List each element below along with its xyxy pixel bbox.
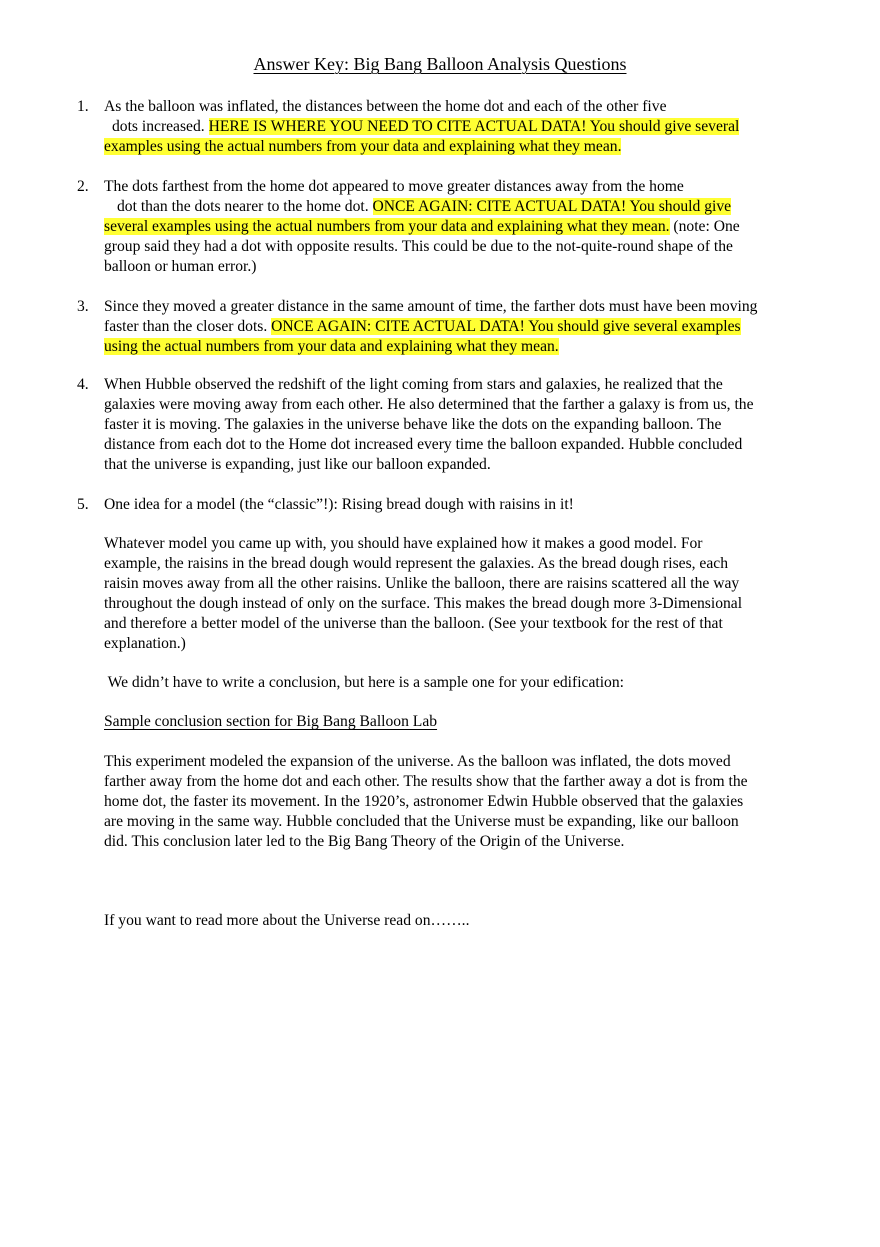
q2-text: dot than the dots nearer to the home dot.	[117, 198, 373, 215]
q5-para-line: throughout the dough instead of only on the surface. This makes the bread dough more 3-Dimensional	[104, 595, 743, 612]
q3-number: 3.	[77, 298, 89, 315]
q3-line-3	[104, 337, 844, 357]
q1-answer	[104, 97, 844, 157]
conclusion-line: did. This conclusion later led to the Big Bang Theory of the Origin of the Universe.	[104, 833, 625, 850]
q3-line-1: Since they moved a greater distance in the same amount of time, the farther dots must have been moving	[104, 298, 758, 315]
conclusion-line: farther away from the home dot and each other. The results show that the farther away a dot is from the	[104, 773, 748, 790]
q5-para-line: and therefore a better model of the universe than the balloon. (See your textbook for the rest of that	[104, 615, 723, 632]
q2-note: (note: One	[669, 218, 740, 235]
q2-number: 2.	[77, 178, 89, 195]
q3-line-2	[104, 317, 844, 337]
q5-number: 5.	[77, 496, 89, 513]
page-title: Answer Key: Big Bang Balloon Analysis Questions	[253, 54, 627, 74]
q2-highlight-2: several examples using the actual numbers from your data and explaining what they mean.	[104, 218, 670, 235]
q2-line-5: balloon or human error.)	[104, 258, 257, 275]
q4-number: 4.	[77, 376, 89, 393]
q5-answer	[104, 495, 844, 515]
q2-highlight-1: ONCE AGAIN: CITE ACTUAL DATA! You should give	[372, 198, 732, 215]
conclusion-line: This experiment modeled the expansion of the universe. As the balloon was inflated, the dots moved	[104, 753, 731, 770]
conclusion-intro	[104, 673, 844, 693]
closing-text: If you want to read more about the Universe read on……..	[104, 912, 470, 929]
sample-heading-block	[104, 712, 844, 732]
q4-line-1: When Hubble observed the redshift of the light coming from stars and galaxies, he realized that the	[104, 376, 723, 393]
q2-line-1: The dots farthest from the home dot appeared to move greater distances away from the home	[104, 178, 684, 195]
conclusion-intro-text: We didn’t have to write a conclusion, but here is a sample one for your edification:	[104, 674, 624, 691]
q5-para-line: explanation.)	[104, 635, 186, 652]
q5-explanation	[104, 534, 844, 654]
q1-line-2	[104, 117, 844, 137]
q4-line-2: galaxies were moving away from each other. He also determined that the farther a galaxy is from us, the	[104, 396, 754, 413]
q1-number: 1.	[77, 98, 89, 115]
q1-line-1: As the balloon was inflated, the distances between the home dot and each of the other five	[104, 98, 667, 115]
conclusion-line: home dot, the faster its movement. In the 1920’s, astronomer Edwin Hubble observed that the galaxies	[104, 793, 744, 810]
q3-text: faster than the closer dots.	[104, 318, 272, 335]
q2-line-3	[104, 217, 844, 237]
q3-highlight-1: ONCE AGAIN: CITE ACTUAL DATA! You should give several examples	[271, 318, 741, 335]
closing-block	[104, 911, 844, 931]
conclusion-line: are moving in the same way. Hubble concluded that the Universe must be expanding, like our balloon	[104, 813, 739, 830]
q1-text: dots increased.	[112, 118, 209, 135]
q2-line-2	[104, 197, 844, 217]
q5-para-line: raisin moves away from all the other raisins. Unlike the balloon, there are raisins scattered all the way	[104, 575, 740, 592]
sample-conclusion	[104, 752, 844, 852]
q4-line-5: that the universe is expanding, just like our balloon expanded.	[104, 456, 491, 473]
q2-answer	[104, 177, 844, 277]
sample-heading: Sample conclusion section for Big Bang Balloon Lab	[104, 713, 438, 730]
q3-highlight-2: using the actual numbers from your data and explaining what they mean.	[104, 338, 559, 355]
q5-para-line: example, the raisins in the bread dough would represent the galaxies. As the bread dough rises, each	[104, 555, 728, 572]
q4-answer	[104, 375, 844, 475]
q2-line-4: group said they had a dot with opposite results. This could be due to the not-quite-round shape of the	[104, 238, 733, 255]
q1-highlight-1: HERE IS WHERE YOU NEED TO CITE ACTUAL DATA! You should give several	[208, 118, 740, 135]
q5-para-line: Whatever model you came up with, you should have explained how it makes a good model. For	[104, 535, 703, 552]
q4-line-3: faster it is moving. The galaxies in the universe behave like the dots on the expanding balloon. The	[104, 416, 722, 433]
q1-highlight-2: examples using the actual numbers from your data and explaining what they mean.	[104, 138, 622, 155]
q3-answer	[104, 297, 844, 357]
q5-line-1: One idea for a model (the “classic”!): Rising bread dough with raisins in it!	[104, 496, 574, 513]
q1-line-3	[104, 137, 844, 157]
q4-line-4: distance from each dot to the Home dot increased every time the balloon expanded. Hubble concluded	[104, 436, 743, 453]
